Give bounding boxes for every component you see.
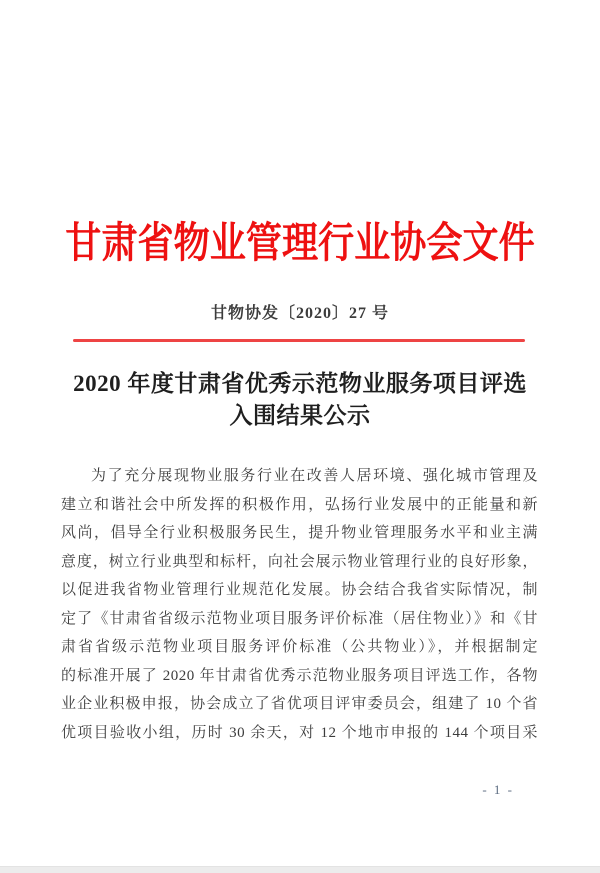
body-paragraph: [61, 462, 538, 747]
body-line: 的标准开展了 2020 年甘肃省优秀示范物业服务项目评选工作，各物: [61, 667, 538, 684]
horizontal-scrollbar-track[interactable]: [0, 866, 600, 873]
body-line: 业企业积极申报，协会成立了省优项目评审委员会，组建了 10 个省: [61, 696, 538, 712]
body-line: 意度，树立行业典型和标杆，向社会展示物业管理行业的良好形象，: [61, 553, 538, 570]
body-line: 肃省省级示范物业项目服务评价标准（公共物业）》，并根据制定: [61, 639, 538, 655]
document-title-line-1: 2020 年度甘肃省优秀示范物业服务项目评选: [73, 371, 527, 396]
body-line: 以促进我省物业管理行业规范化发展。协会结合我省实际情况，制: [61, 582, 538, 598]
body-line: 定了《甘肃省省级示范物业项目服务评价标准（居住物业）》和《甘: [61, 610, 538, 627]
document-number: 甘物协发〔2020〕27 号: [210, 305, 389, 322]
red-divider-line: [73, 339, 525, 342]
body-line: 优项目验收小组，历时 30 余天，对 12 个地市申报的 144 个项目采: [61, 724, 538, 741]
document-title-line-2: 入围结果公示: [229, 403, 371, 428]
body-line: 为了充分展现物业服务行业在改善人居环境、强化城市管理及: [91, 468, 538, 484]
body-line: 建立和谐社会中所发挥的积极作用，弘扬行业发展中的正能量和新: [61, 496, 538, 513]
body-line: 风尚，倡导全行业积极服务民生，提升物业管理服务水平和业主满: [61, 525, 538, 541]
page-number: - 1 -: [482, 782, 514, 797]
document-title: [30, 368, 570, 432]
red-letterhead-title-text: 甘肃省物业管理行业协会文件: [65, 221, 535, 267]
red-letterhead-title: [0, 218, 600, 270]
